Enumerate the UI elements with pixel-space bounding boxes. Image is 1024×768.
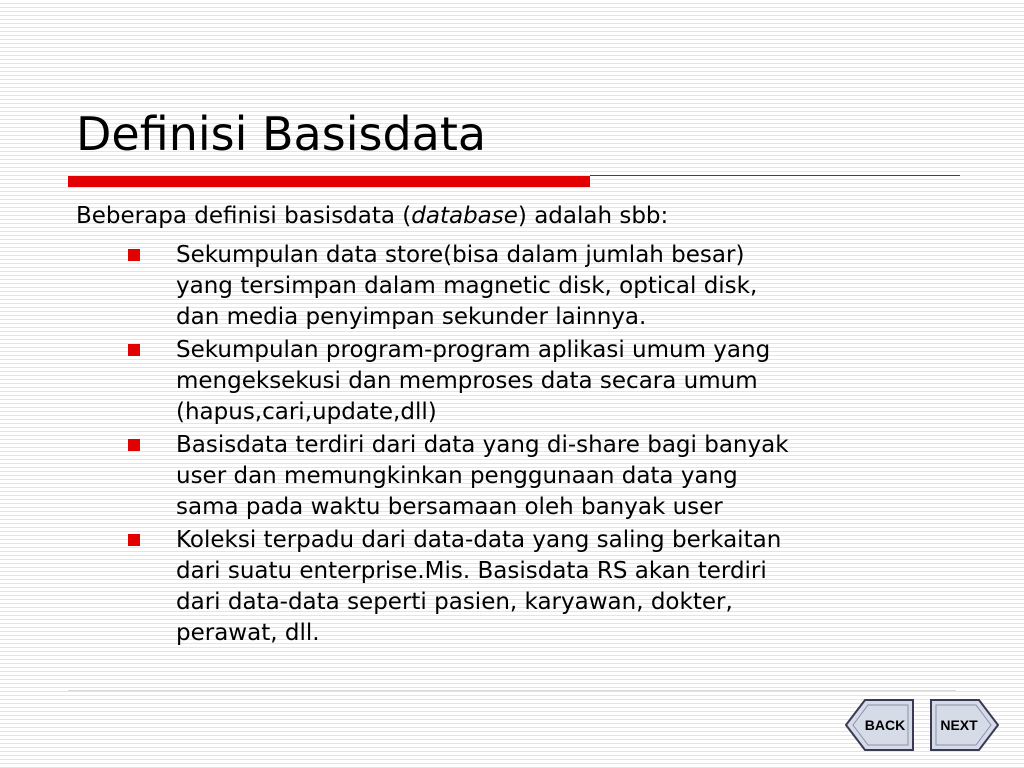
footer-divider bbox=[68, 690, 956, 691]
definition-line: Sekumpulan program-program aplikasi umum yang bbox=[176, 337, 771, 363]
definition-line: Sekumpulan data store(bisa dalam jumlah besar) bbox=[176, 242, 745, 268]
intro-text bbox=[76, 200, 668, 232]
slide-title: Definisi Basisdata bbox=[76, 107, 487, 161]
definition-line: yang tersimpan dalam magnetic disk, optical disk, bbox=[176, 273, 758, 299]
intro-text-after: ) adalah sbb: bbox=[517, 203, 669, 229]
definition-item-1 bbox=[126, 240, 956, 333]
definition-line: user dan memungkinkan penggunaan data yang bbox=[176, 463, 738, 489]
definition-line: Basisdata terdiri dari data yang di-share bagi banyak bbox=[176, 432, 789, 458]
title-underline-thin bbox=[590, 175, 960, 176]
red-square-bullet-icon bbox=[128, 534, 140, 546]
next-button[interactable] bbox=[929, 699, 999, 751]
intro-text-emphasis: database bbox=[411, 203, 518, 229]
definition-list bbox=[126, 240, 956, 651]
title-underline-accent bbox=[68, 176, 590, 187]
definition-line: dari suatu enterprise.Mis. Basisdata RS akan terdiri bbox=[176, 558, 767, 584]
definition-item-2 bbox=[126, 335, 956, 428]
intro-text-before: Beberapa definisi basisdata ( bbox=[76, 203, 412, 229]
definition-line: dan media penyimpan sekunder lainnya. bbox=[176, 304, 647, 330]
definition-line: (hapus,cari,update,dll) bbox=[176, 399, 437, 425]
definition-line: dari data-data seperti pasien, karyawan, dokter, bbox=[176, 589, 733, 615]
back-button-label: BACK bbox=[864, 717, 906, 733]
back-button[interactable] bbox=[845, 699, 915, 751]
red-square-bullet-icon bbox=[128, 344, 140, 356]
definition-line: mengeksekusi dan memproses data secara umum bbox=[176, 368, 758, 394]
next-button-label: NEXT bbox=[940, 717, 978, 733]
definition-line: sama pada waktu bersamaan oleh banyak user bbox=[176, 494, 723, 520]
definition-item-4 bbox=[126, 525, 956, 649]
red-square-bullet-icon bbox=[128, 249, 140, 261]
definition-line: perawat, dll. bbox=[176, 620, 320, 646]
definition-item-3 bbox=[126, 430, 956, 523]
definition-line: Koleksi terpadu dari data-data yang saling berkaitan bbox=[176, 527, 782, 553]
red-square-bullet-icon bbox=[128, 439, 140, 451]
